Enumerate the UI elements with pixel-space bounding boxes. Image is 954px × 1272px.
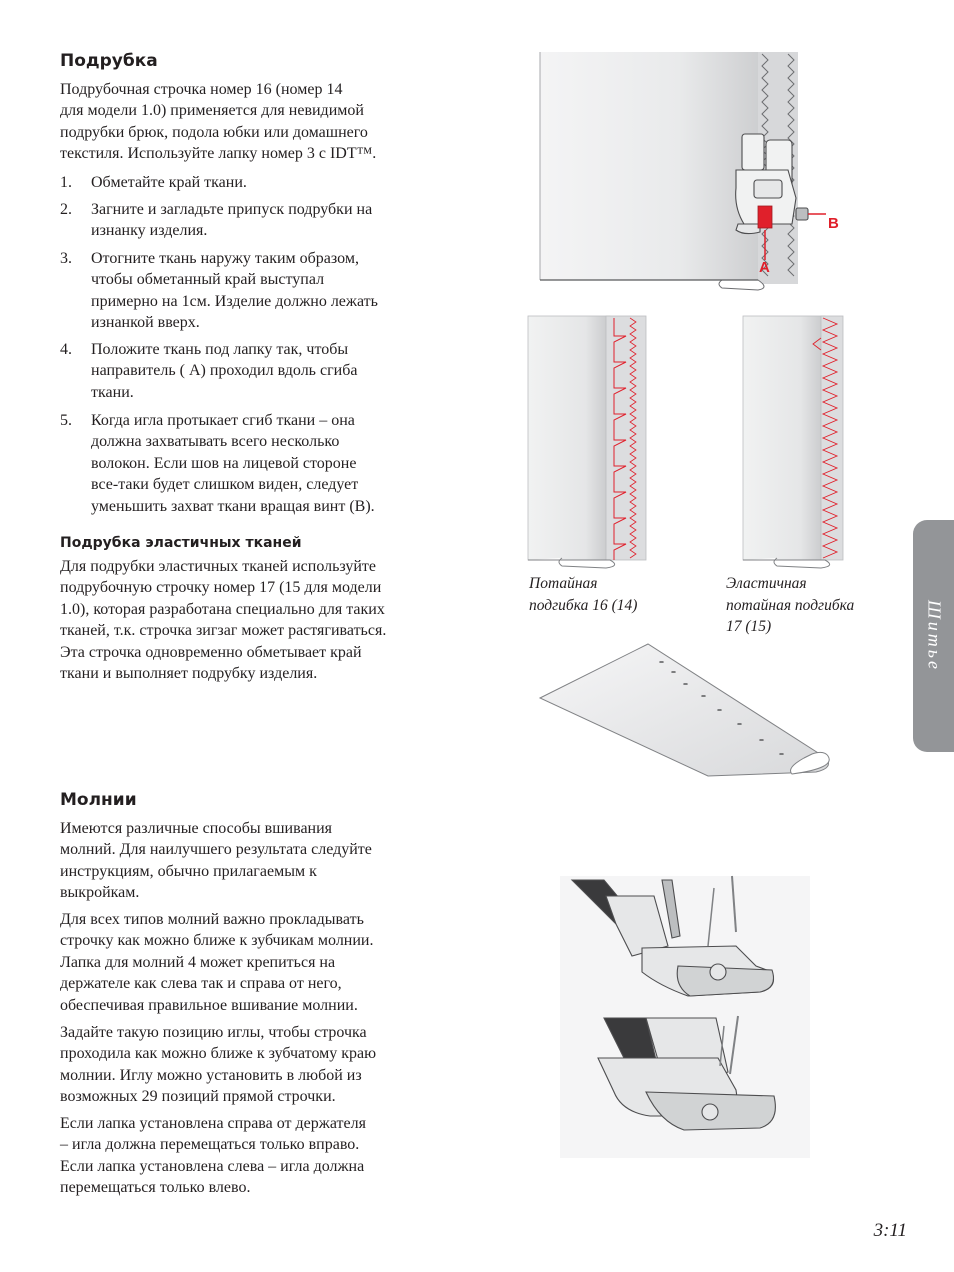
text-line: подгибка 16 (14) [529,596,638,614]
section-side-tab [913,520,954,752]
text-line: для модели 1.0) применяется для невидимой [60,102,364,120]
text-line: подрубочную строчку номер 17 (15 для модели [60,579,382,597]
text-line: выкройкам. [60,884,140,902]
list-item-1 [60,172,480,194]
text-line: держателе как слева так и справа от него, [60,975,342,993]
text-line: проходила как можно ближе к зубчатому краю [60,1045,377,1063]
section-title-zippers: Молнии [60,790,137,810]
text-line: изнанкой вверх. [91,314,200,332]
side-tab-label: Шитье [924,600,944,672]
zippers-paragraph-1 [60,818,372,904]
text-line: Обметайте край ткани. [91,174,247,191]
text-line: ткани. [91,383,134,401]
subsection-title-elastic: Подрубка эластичных тканей [60,535,302,551]
text-line: молний. Для наилучшего результата следуйте [60,841,372,859]
text-line: Эластичная [726,575,807,592]
text-line: все-таки будет слишком виден, следует [91,476,359,494]
elastic-blind-hem-illustration [741,314,871,570]
text-line: Имеются различные способы вшивания [60,820,333,837]
presser-foot-illustration [530,48,850,298]
text-line: обеспечивая правильное вшивание молнии. [60,996,358,1014]
zippers-paragraph-3 [60,1022,376,1108]
text-line: инструкциям, обычно прилагаемым к [60,862,317,880]
list-number: 1. [60,174,72,191]
text-line: потайная подгибка [726,596,855,614]
text-line: Когда игла протыкает сгиб ткани – она [91,412,355,429]
caption-blind-hem [529,573,637,616]
text-line: Если лапка установлена справа от держателя [60,1115,366,1132]
list-number: 4. [60,341,72,358]
text-line: Положите ткань под лапку так, чтобы [91,341,349,358]
text-line: – игла должна перемещаться только вправо. [60,1136,360,1154]
caption-elastic-hem [726,573,854,638]
list-item-4 [60,339,480,405]
text-line: уменьшить захват ткани вращая винт (В). [91,497,375,515]
text-line: направитель ( А) проходил вдоль сгиба [91,362,358,380]
text-line: чтобы обметанный край выступал [91,271,325,289]
text-line: Задайте такую позицию иглы, чтобы строчка [60,1024,367,1041]
text-line: Эта строчка одновременно обметывает край [60,643,362,661]
list-item-3 [60,248,480,336]
text-line: примерно на 1см. Изделие должно лежать [91,292,378,310]
zipper-foot-illustration [560,876,810,1158]
folded-fabric-illustration [536,640,836,790]
page-number: 3:11 [873,1220,907,1241]
text-line: 17 (15) [726,618,772,635]
text-line: Для всех типов молний важно прокладывать [60,911,364,928]
text-line: Потайная [529,575,598,592]
text-line: должна захватывать всего несколько [91,433,340,451]
zippers-paragraph-2 [60,909,373,1016]
blind-hem-stitch-illustration [526,314,656,570]
text-line: молнии. Иглу можно установить в любой из [60,1066,362,1084]
list-item-5 [60,410,480,518]
text-line: перемещаться только влево. [60,1179,251,1197]
text-line: Лапка для молний 4 может крепиться на [60,953,336,971]
label-a: A [759,259,770,276]
text-line: изнанку изделия. [91,222,208,240]
text-line: Если лапка установлена слева – игла должна [60,1157,365,1175]
text-line: возможных 29 позиций прямой строчки. [60,1088,336,1106]
label-b: B [828,215,839,232]
elastic-paragraph [60,556,386,684]
list-number: 5. [60,412,72,429]
text-line: ткани и выполняет подрубку изделия. [60,665,318,683]
list-number: 3. [60,250,72,267]
list-number: 2. [60,201,72,218]
text-line: волокон. Если шов на лицевой стороне [91,454,357,472]
text-line: Для подрубки эластичных тканей используйте [60,558,377,575]
text-line: строчку как можно ближе к зубчикам молнии. [60,932,374,950]
list-item-2 [60,199,480,243]
section-title-hem: Подрубка [60,51,158,71]
text-line: тканей, т.к. строчка зигзаг может растягиваться. [60,622,387,640]
zippers-paragraph-4 [60,1113,366,1199]
text-line: 1.0), которая разработана специально для таких [60,600,385,618]
text-line: Загните и загладьте припуск подрубки на [91,201,373,218]
text-line: Подрубочная строчка номер 16 (номер 14 [60,81,343,98]
text-line: Отогните ткань наружу таким образом, [91,250,359,267]
text-line: подрубки брюк, подола юбки или домашнего [60,123,368,141]
hem-intro [60,79,376,165]
text-line: текстиля. Используйте лапку номер 3 с IDT™. [60,145,377,163]
